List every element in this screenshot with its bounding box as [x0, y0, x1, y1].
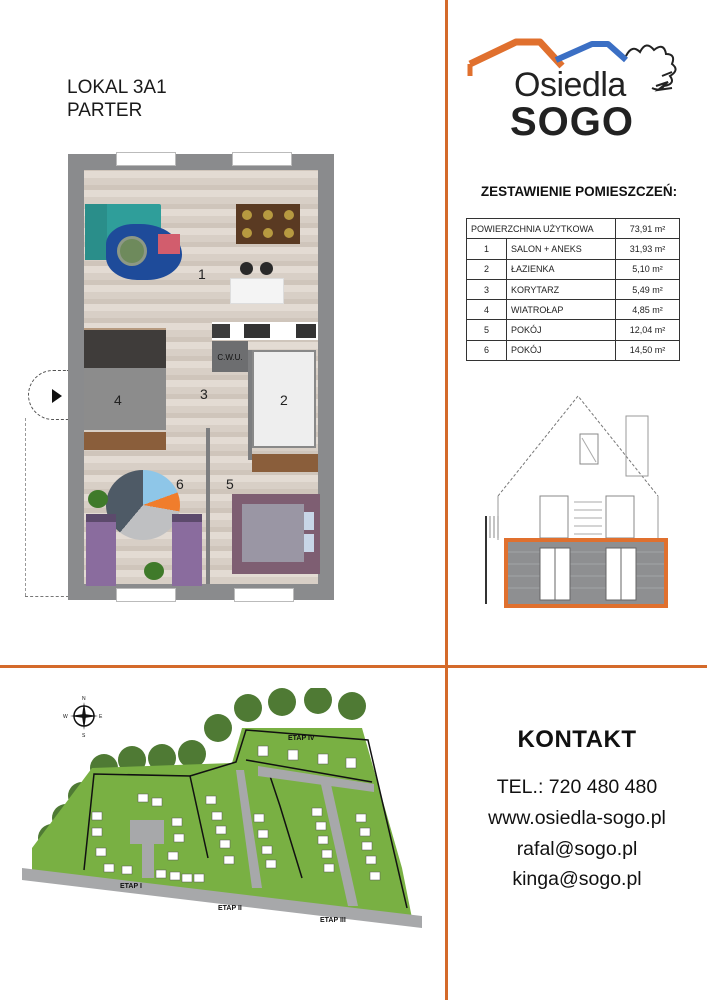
single-bed	[172, 522, 202, 586]
unit-floor: PARTER	[67, 100, 143, 121]
pouf	[158, 234, 180, 254]
kitchen-island	[230, 278, 284, 304]
window-top-left	[116, 152, 176, 166]
room-number: 5	[467, 320, 507, 340]
oven	[296, 324, 316, 338]
vestibule-floor	[84, 368, 166, 430]
room-name: WIATROŁAP	[507, 300, 616, 320]
wardrobe-left	[84, 432, 166, 450]
contact-title: KONTAKT	[517, 726, 637, 753]
room-area: 4,85 m²	[616, 300, 680, 320]
table-row	[467, 239, 680, 259]
round-table-plant	[117, 236, 147, 266]
room-area: 5,49 m²	[616, 279, 680, 299]
room-number: 4	[467, 300, 507, 320]
svg-text:W: W	[63, 714, 68, 720]
wardrobe-right	[252, 454, 318, 472]
unit-name: LOKAL 3A1	[67, 77, 167, 98]
room-area: 14,50 m²	[616, 340, 680, 360]
pillow	[304, 534, 314, 552]
bar-stool	[260, 262, 273, 275]
window-bottom-left	[116, 588, 176, 602]
room-name: KORYTARZ	[507, 279, 616, 299]
logo-osiedla: Osiedla	[514, 66, 626, 104]
room-number: 3	[467, 279, 507, 299]
unit-title	[67, 76, 167, 122]
fridge	[212, 324, 230, 338]
stage-label-2: ETAP II	[218, 905, 242, 912]
table-row	[467, 259, 680, 279]
single-bed	[86, 522, 116, 586]
svg-text:E: E	[99, 714, 103, 720]
svg-text:N: N	[82, 696, 86, 702]
room-label-3: 3	[200, 386, 208, 402]
stage-label-3: ETAP III	[320, 917, 346, 924]
building-elevation	[478, 388, 678, 610]
sofa-arm	[85, 204, 107, 260]
floor-plan	[68, 154, 334, 600]
table-row-total	[467, 219, 680, 239]
room-area: 31,93 m²	[616, 239, 680, 259]
table-row	[467, 279, 680, 299]
logo-sogo: SOGO	[510, 100, 635, 144]
total-area-label: POWIERZCHNIA UŻYTKOWA	[467, 219, 616, 239]
room-name: ŁAZIENKA	[507, 259, 616, 279]
stage-label-4: ETAP IV	[288, 735, 315, 742]
floor-area	[84, 170, 318, 584]
brand-logo	[466, 36, 688, 146]
table-row	[467, 320, 680, 340]
hob	[244, 324, 270, 338]
room-number: 6	[467, 340, 507, 360]
room-number: 2	[467, 259, 507, 279]
plant	[144, 562, 164, 580]
total-area-value: 73,91 m²	[616, 219, 680, 239]
room-label-2: 2	[280, 392, 288, 408]
summary-title: ZESTAWIENIE POMIESZCZEŃ:	[480, 184, 678, 199]
orange-divider-horizontal	[0, 665, 707, 668]
room-area: 12,04 m²	[616, 320, 680, 340]
plant	[88, 490, 108, 508]
table-row	[467, 340, 680, 360]
window-bottom-right	[234, 588, 294, 602]
outline-dashed-vertical	[25, 418, 26, 596]
pillow	[304, 512, 314, 530]
double-bed	[242, 504, 304, 562]
round-rug	[106, 470, 180, 540]
outline-dashed-horizontal	[25, 596, 69, 597]
stage-label-1: ETAP I	[120, 883, 142, 890]
tv-unit	[84, 330, 166, 368]
entry-door-swing	[28, 370, 68, 420]
room-name: SALON + ANEKS	[507, 239, 616, 259]
partition-wall	[206, 428, 210, 584]
orange-divider-vertical	[445, 0, 448, 1000]
entrance-arrow-icon	[52, 389, 62, 403]
room-label-5: 5	[226, 476, 234, 492]
rooms-table	[466, 218, 680, 361]
room-name: POKÓJ	[507, 320, 616, 340]
room-label-6: 6	[176, 476, 184, 492]
window-top-right	[232, 152, 292, 166]
compass-rose-icon	[63, 696, 103, 739]
contact-email-rafal[interactable]: rafal@sogo.pl	[516, 838, 638, 860]
dining-table	[236, 204, 300, 244]
contact-website[interactable]: www.osiedla-sogo.pl	[488, 807, 666, 829]
bar-stool	[240, 262, 253, 275]
room-area: 5,10 m²	[616, 259, 680, 279]
table-row	[467, 300, 680, 320]
boiler-label: C.W.U.	[217, 353, 243, 362]
contact-email-kinga[interactable]: kinga@sogo.pl	[512, 868, 642, 890]
room-label-4: 4	[114, 392, 122, 408]
boiler-closet	[212, 341, 248, 372]
svg-text:S: S	[82, 733, 86, 739]
room-label-1: 1	[198, 266, 206, 282]
site-plan-map	[22, 688, 432, 938]
room-number: 1	[467, 239, 507, 259]
room-name: POKÓJ	[507, 340, 616, 360]
contact-phone[interactable]: TEL.: 720 480 480	[496, 776, 658, 798]
